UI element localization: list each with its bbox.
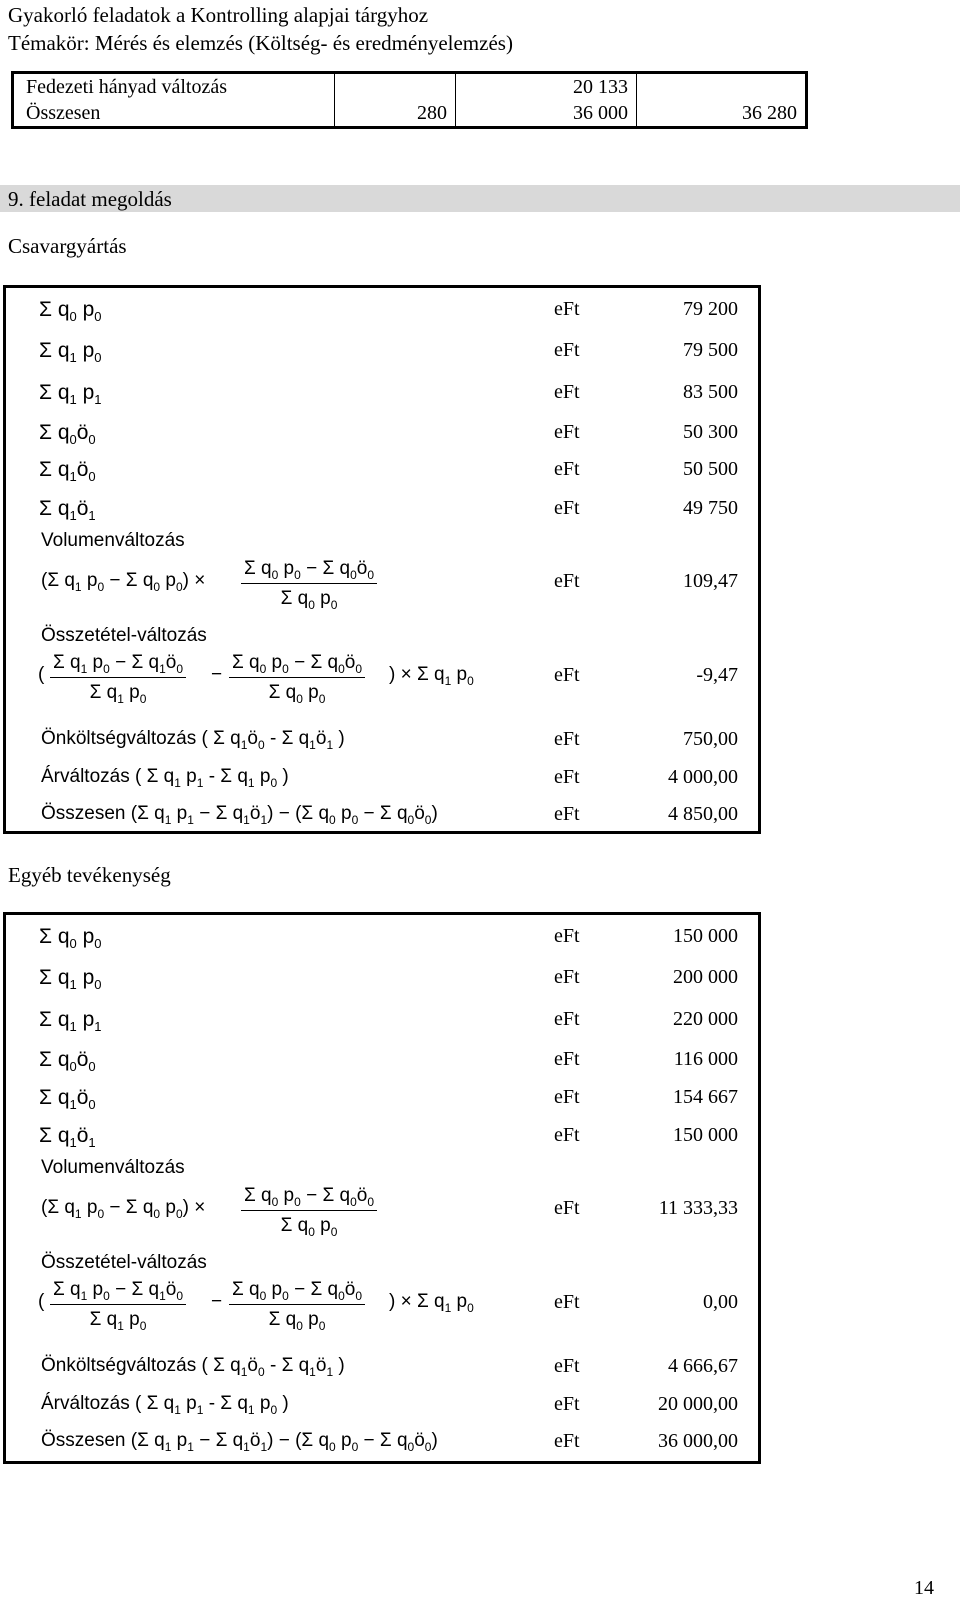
row-label: Önköltségváltozás: [41, 1355, 197, 1376]
summary-cell-label: Összesen: [26, 101, 101, 124]
unit-label: eFt: [554, 1355, 580, 1377]
value: 49 750: [683, 497, 738, 519]
unit-label: eFt: [554, 1008, 580, 1030]
table-row: [6, 558, 758, 620]
table-row: [6, 1048, 758, 1078]
value: 109,47: [683, 570, 738, 592]
value: 154 667: [673, 1086, 738, 1108]
row-label: Összetétel-változás: [41, 1252, 207, 1273]
section-title: 9. feladat megoldás: [8, 187, 172, 211]
value: 200 000: [673, 966, 738, 988]
formula: Σ $q_0$ $p_0$: [39, 298, 102, 325]
unit-label: eFt: [554, 497, 580, 519]
table-heading: Csavargyártás: [8, 234, 127, 258]
unit-label: eFt: [554, 1430, 580, 1452]
value: 20 000,00: [658, 1393, 738, 1415]
formula-fraction: $\frac{\Sigma q_0 p_0 - \Sigma q_0ö_0}{\Sigma q_0 p_0}$: [229, 652, 365, 706]
formula: ) × Σ $q_1$ $p_0$: [389, 664, 474, 688]
unit-label: eFt: [554, 925, 580, 947]
formula: (: [38, 1291, 45, 1312]
unit-label: eFt: [554, 421, 580, 443]
formula: Összesen (Σ $q_1$ $p_1 - \Sigma$ $q_1ö_1) - (\Sigma$ $q_0$ $p_0 - \Sigma$ $q_0ö_0$): [41, 1430, 438, 1454]
summary-cell: [335, 73, 456, 101]
value: 36 000,00: [658, 1430, 738, 1452]
row-label: Önköltségváltozás: [41, 728, 197, 749]
row-label: Volumenváltozás: [41, 530, 185, 551]
unit-label: eFt: [554, 298, 580, 320]
table-row: [6, 766, 758, 796]
value: 150 000: [673, 1124, 738, 1146]
table-row: [6, 497, 758, 527]
unit-label: eFt: [554, 1393, 580, 1415]
document-subtitle: Témakör: Mérés és elemzés (Költség- és eredményelemzés): [8, 31, 513, 55]
formula: Σ $q_1ö_1$: [39, 497, 96, 524]
summary-cell: 36 000: [456, 100, 637, 128]
row-label: Árváltozás: [41, 1393, 130, 1414]
formula: Árváltozás ( Σ $q_1$ $p_1$ - Σ $q_1$ $p_0$ ): [41, 1393, 289, 1417]
value: 83 500: [683, 381, 738, 403]
formula: ) × Σ $q_1$ $p_0$: [389, 1291, 474, 1315]
unit-label: eFt: [554, 766, 580, 788]
formula: −: [211, 664, 223, 685]
value: 79 500: [683, 339, 738, 361]
table-row: [6, 1185, 758, 1247]
formula: −: [211, 1291, 223, 1312]
formula: Σ $q_1ö_1$: [39, 1124, 96, 1151]
value: 150 000: [673, 925, 738, 947]
formula-fraction: $\frac{\Sigma q_0 p_0 - \Sigma q_0ö_0}{\Sigma q_0 p_0}$: [229, 1279, 365, 1333]
formula-fraction: $\frac{\Sigma q_0 p_0 - \Sigma q_0ö_0}{\Sigma q_0 p_0}$: [241, 1185, 377, 1239]
formula-table: [3, 285, 761, 834]
formula: Σ $q_0ö_0$: [39, 1048, 96, 1075]
table-row: [6, 1124, 758, 1154]
row-label: Összesen: [41, 803, 126, 824]
formula: Σ $q_1$ $p_0$: [39, 966, 102, 993]
formula: Σ $q_1ö_0$: [39, 458, 96, 485]
table-row: [6, 925, 758, 955]
value: 11 333,33: [658, 1197, 738, 1219]
page-number: 14: [914, 1577, 934, 1599]
document-title: Gyakorló feladatok a Kontrolling alapjai tárgyhoz: [8, 3, 429, 27]
table-row: [6, 339, 758, 369]
unit-label: eFt: [554, 1124, 580, 1146]
formula: Önköltségváltozás ( Σ $q_1ö_0$ - Σ $q_1ö_1$ ): [41, 1355, 345, 1379]
table-row: [6, 1393, 758, 1423]
table-row: [6, 1279, 758, 1341]
unit-label: eFt: [554, 1048, 580, 1070]
formula: Σ $q_0$ $p_0$: [39, 925, 102, 952]
formula: Σ $q_1ö_0$: [39, 1086, 96, 1113]
formula: Összesen (Σ $q_1$ $p_1 - \Sigma$ $q_1ö_1) - (\Sigma$ $q_0$ $p_0 - \Sigma$ $q_0ö_0$): [41, 803, 438, 827]
formula-fraction: $\frac{\Sigma q_1 p_0 - \Sigma q_1ö_0}{\Sigma q_1 p_0}$: [50, 1279, 186, 1333]
table-row: [6, 1430, 758, 1460]
formula: Árváltozás ( Σ $q_1$ $p_1$ - Σ $q_1$ $p_0$ ): [41, 766, 289, 790]
value: 4 850,00: [668, 803, 738, 825]
summary-cell: 280: [335, 100, 456, 128]
value: -9,47: [696, 664, 738, 686]
formula: (Σ $q_1$ $p_0 - \Sigma$ $q_0$ $p_0$) ×: [41, 570, 206, 594]
formula: (Σ $q_1$ $p_0 - \Sigma$ $q_0$ $p_0$) ×: [41, 1197, 206, 1221]
table-row: [6, 1086, 758, 1116]
table-row: [6, 652, 758, 714]
value: 4 000,00: [668, 766, 738, 788]
table-row: [6, 728, 758, 758]
unit-label: eFt: [554, 339, 580, 361]
value: 79 200: [683, 298, 738, 320]
table-heading: Egyéb tevékenység: [8, 863, 171, 887]
value: 750,00: [683, 728, 738, 750]
unit-label: eFt: [554, 458, 580, 480]
row-label: Volumenváltozás: [41, 1157, 185, 1178]
summary-cell: 20 133: [456, 73, 637, 101]
value: 220 000: [673, 1008, 738, 1030]
unit-label: eFt: [554, 1197, 580, 1219]
formula: Σ $q_1$ $p_0$: [39, 339, 102, 366]
table-row: [6, 458, 758, 488]
table-row: [6, 803, 758, 833]
unit-label: eFt: [554, 1086, 580, 1108]
value: 116 000: [673, 1048, 738, 1070]
unit-label: eFt: [554, 966, 580, 988]
unit-label: eFt: [554, 570, 580, 592]
unit-label: eFt: [554, 728, 580, 750]
formula-fraction: $\frac{\Sigma q_0 p_0 - \Sigma q_0ö_0}{\Sigma q_0 p_0}$: [241, 558, 377, 612]
unit-label: eFt: [554, 381, 580, 403]
table-row: [6, 966, 758, 996]
summary-cell: [637, 73, 807, 101]
value: 0,00: [703, 1291, 738, 1313]
summary-table: [11, 71, 808, 129]
row-label: Összetétel-változás: [41, 625, 207, 646]
unit-label: eFt: [554, 1291, 580, 1313]
formula: Önköltségváltozás ( Σ $q_1ö_0$ - Σ $q_1ö_1$ ): [41, 728, 345, 752]
table-row: [13, 73, 807, 101]
table-row: [6, 1008, 758, 1038]
unit-label: eFt: [554, 803, 580, 825]
formula: (: [38, 664, 45, 685]
table-row: [6, 1355, 758, 1385]
table-row: [13, 100, 807, 128]
row-label: Árváltozás: [41, 766, 130, 787]
value: 50 500: [683, 458, 738, 480]
table-row: [6, 381, 758, 411]
summary-cell: 36 280: [637, 100, 807, 128]
table-row: [6, 421, 758, 451]
summary-cell-label: Fedezeti hányad változás: [26, 75, 228, 98]
formula-table: [3, 912, 761, 1464]
table-row: [6, 298, 758, 328]
formula: Σ $q_1$ $p_1$: [39, 1008, 102, 1035]
formula-fraction: $\frac{\Sigma q_1 p_0 - \Sigma q_1ö_0}{\Sigma q_1 p_0}$: [50, 652, 186, 706]
row-label: Összesen: [41, 1430, 126, 1451]
unit-label: eFt: [554, 664, 580, 686]
formula: Σ $q_1$ $p_1$: [39, 381, 102, 408]
value: 4 666,67: [668, 1355, 738, 1377]
formula: Σ $q_0ö_0$: [39, 421, 96, 448]
value: 50 300: [683, 421, 738, 443]
